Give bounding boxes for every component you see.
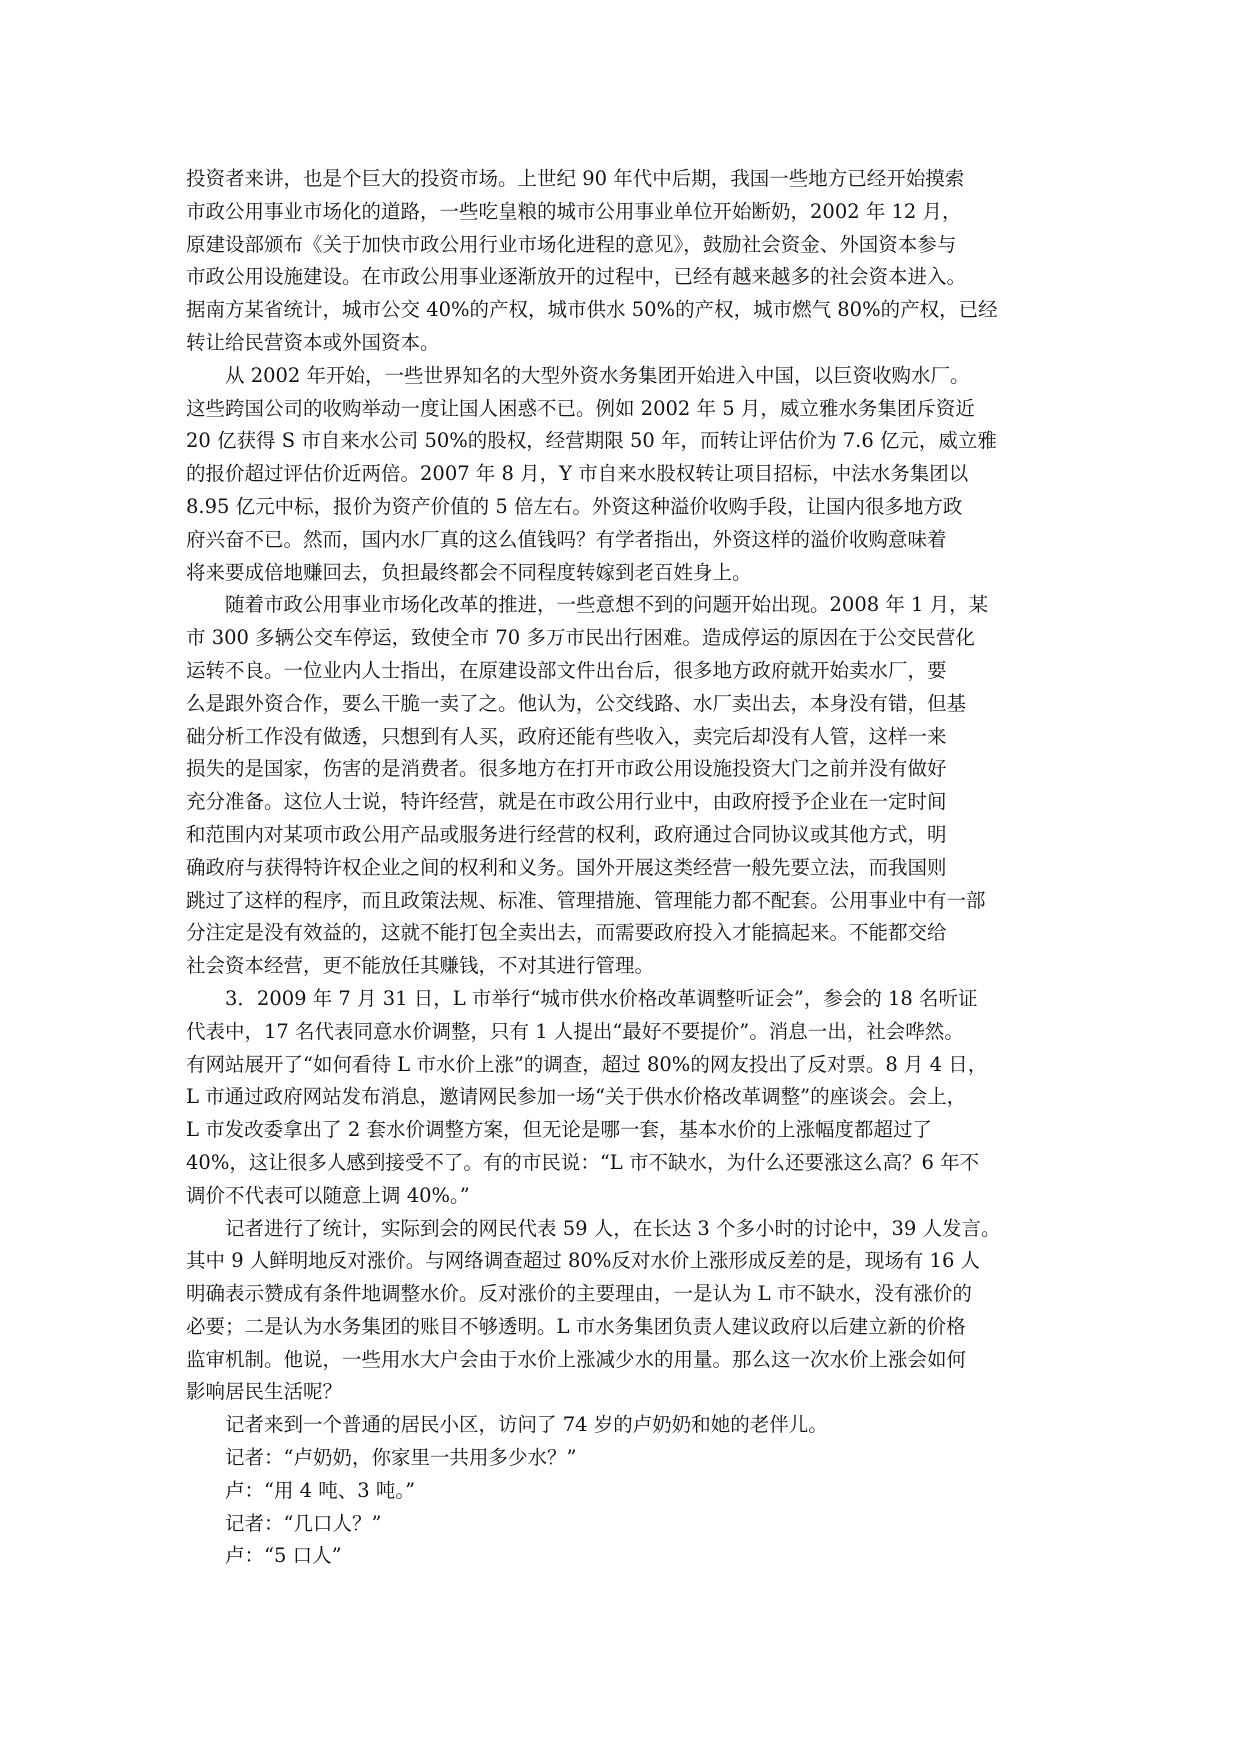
- text-line: 其中 9 人鲜明地反对涨价。与网络调查超过 80%反对水价上涨形成反差的是，现场有 16 人: [186, 1249, 981, 1273]
- text-line: 市政公用设施建设。在市政公用事业逐渐放开的过程中，已经有越来越多的社会资本进入。: [186, 265, 967, 289]
- text-line: 市 300 多辆公交车停运，致使全市 70 多万市民出行困难。造成停运的原因在于公交民营化: [186, 626, 975, 650]
- paragraph: [186, 983, 1054, 1213]
- text-line: 记者：“几口人？”: [225, 1511, 382, 1535]
- document-body: [186, 163, 1054, 1573]
- text-line: 社会资本经营，更不能放任其赚钱，不对其进行管理。: [186, 954, 655, 978]
- text-line: 有网站展开了“如何看待 L 市水价上涨”的调查，超过 80%的网友投出了反对票。8 月 4 日，: [186, 1052, 988, 1076]
- text-line: 20 亿获得 S 市自来水公司 50%的股权，经营期限 50 年，而转让评估价为 7.6 亿元，威立雅: [186, 429, 997, 453]
- paragraph: [186, 1475, 1054, 1508]
- text-line: 础分析工作没有做透，只想到有人买，政府还能有些收入，卖完后却没有人管，这样一来: [186, 724, 947, 748]
- paragraph: [186, 1213, 1054, 1410]
- text-line: 随着市政公用事业市场化改革的推进，一些意想不到的问题开始出现。2008 年 1 月，某: [225, 593, 989, 617]
- text-line: 卢：“5 口人”: [225, 1544, 342, 1568]
- paragraph: [186, 360, 1054, 590]
- text-line: 跳过了这样的程序，而且政策法规、标准、管理措施、管理能力都不配套。公用事业中有一部: [186, 888, 986, 912]
- paragraph: [186, 589, 1054, 983]
- text-line: 记者来到一个普通的居民小区，访问了 74 岁的卢奶奶和她的老伴儿。: [225, 1413, 828, 1437]
- text-line: 这些跨国公司的收购举动一度让国人困惑不已。例如 2002 年 5 月，威立雅水务集团斥资近: [186, 396, 975, 420]
- paragraph: [186, 1442, 1054, 1475]
- text-line: 转让给民营资本或外国资本。: [186, 330, 440, 354]
- text-line: 么是跟外资合作，要么干脆一卖了之。他认为，公交线路、水厂卖出去，本身没有错，但基: [186, 691, 967, 715]
- text-line: 8.95 亿元中标，报价为资产价值的 5 倍左右。外资这种溢价收购手段，让国内很多地方政: [186, 494, 963, 518]
- text-line: L 市通过政府网站发布消息，邀请网民参加一场“关于供水价格改革调整”的座谈会。会上，: [186, 1085, 967, 1109]
- text-line: 府兴奋不已。然而，国内水厂真的这么值钱吗？有学者指出，外资这样的溢价收购意味着: [186, 527, 947, 551]
- text-line: 影响居民生活呢？: [186, 1380, 343, 1404]
- text-line: 调价不代表可以随意上调 40%。”: [186, 1183, 470, 1207]
- text-line: 分注定是没有效益的，这就不能打包全卖出去，而需要政府投入才能搞起来。不能都交给: [186, 921, 947, 945]
- paragraph: [186, 1409, 1054, 1442]
- text-line: 40%，这让很多人感到接受不了。有的市民说：“L 市不缺水，为什么还要涨这么高？6 年不: [186, 1150, 980, 1174]
- text-line: 充分准备。这位人士说，特许经营，就是在市政公用行业中，由政府授予企业在一定时间: [186, 790, 947, 814]
- text-line: 确政府与获得特许权企业之间的权利和义务。国外开展这类经营一般先要立法，而我国则: [186, 855, 947, 879]
- text-line: 监审机制。他说，一些用水大户会由于水价上涨减少水的用量。那么这一次水价上涨会如何: [186, 1347, 967, 1371]
- text-line: 记者进行了统计，实际到会的网民代表 59 人，在长达 3 个多小时的讨论中，39 人发言。: [225, 1216, 1001, 1240]
- text-line: 投资者来讲，也是个巨大的投资市场。上世纪 90 年代中后期，我国一些地方已经开始摸索: [186, 167, 965, 190]
- text-line: L 市发改委拿出了 2 套水价调整方案，但无论是哪一套，基本水价的上涨幅度都超过了: [186, 1118, 932, 1142]
- text-line: 原建设部颁布《关于加快市政公用行业市场化进程的意见》，鼓励社会资金、外国资本参与: [186, 232, 957, 256]
- text-line: 代表中，17 名代表同意水价调整，只有 1 人提出“最好不要提价”。消息一出，社会哗然。: [186, 1019, 964, 1043]
- text-line: 从 2002 年开始，一些世界知名的大型外资水务集团开始进入中国，以巨资收购水厂。: [225, 363, 970, 387]
- text-line: 卢：“用 4 吨、3 吨。”: [225, 1478, 416, 1502]
- paragraph: [186, 163, 1054, 360]
- text-line: 和范围内对某项市政公用产品或服务进行经营的权利，政府通过合同协议或其他方式，明: [186, 822, 947, 846]
- text-line: 损失的是国家，伤害的是消费者。很多地方在打开市政公用设施投资大门之前并没有做好: [186, 757, 947, 781]
- paragraph: [186, 1508, 1054, 1541]
- text-line: 将来要成倍地赚回去，负担最终都会不同程度转嫁到老百姓身上。: [186, 560, 752, 584]
- text-line: 3．2009 年 7 月 31 日，L 市举行“城市供水价格改革调整听证会”，参会的 18 名听证: [225, 986, 978, 1010]
- text-line: 必要；二是认为水务集团的账目不够透明。L 市水务集团负责人建议政府以后建立新的价格: [186, 1314, 966, 1338]
- text-line: 市政公用事业市场化的道路，一些吃皇粮的城市公用事业单位开始断奶，2002 年 12 月，: [186, 199, 962, 223]
- text-line: 运转不良。一位业内人士指出，在原建设部文件出台后，很多地方政府就开始卖水厂，要: [186, 658, 947, 682]
- text-line: 据南方某省统计，城市公交 40%的产权，城市供水 50%的产权，城市燃气 80%的产权，已经: [186, 298, 998, 322]
- text-line: 记者：“卢奶奶，你家里一共用多少水？”: [225, 1446, 577, 1470]
- paragraph: [186, 1540, 1054, 1573]
- text-line: 明确表示赞成有条件地调整水价。反对涨价的主要理由，一是认为 L 市不缺水，没有涨价的: [186, 1282, 972, 1306]
- text-line: 的报价超过评估价近两倍。2007 年 8 月，Y 市自来水股权转让项目招标，中法水务集团以: [186, 462, 969, 486]
